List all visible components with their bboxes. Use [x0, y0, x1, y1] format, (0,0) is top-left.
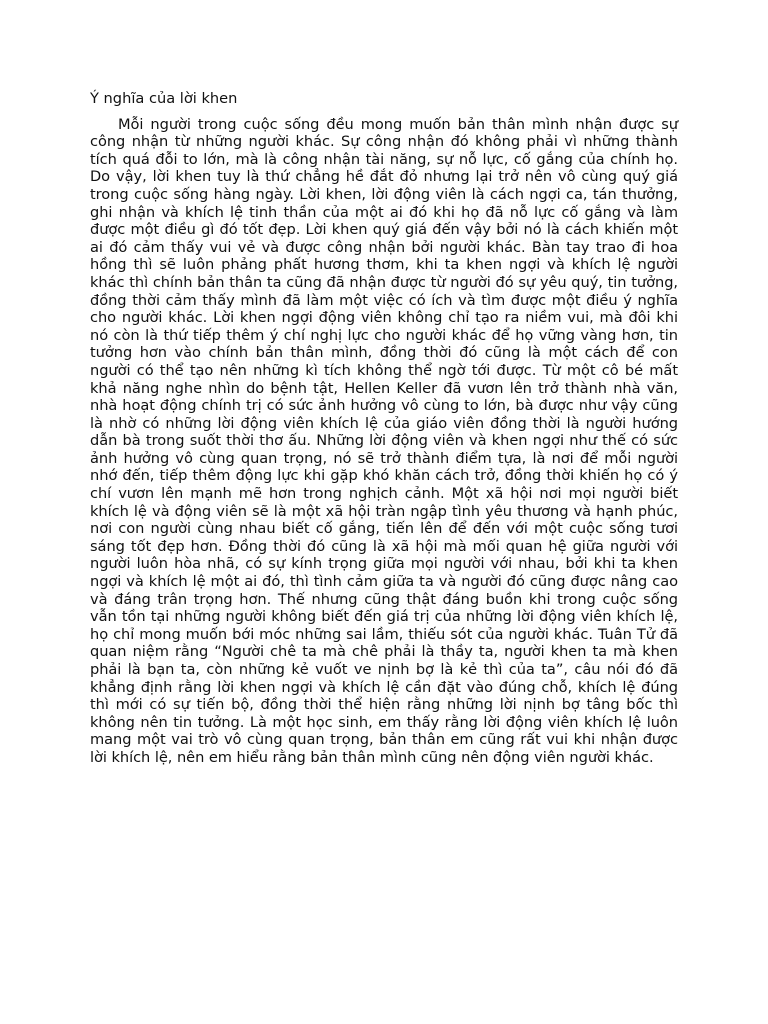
- document-title: Ý nghĩa của lời khen: [90, 90, 238, 107]
- document-page: [90, 90, 678, 767]
- body-paragraph: Mỗi người trong cuộc sống đều mong muốn bản thân mình nhận được sự công nhận từ những người khác. Sự công nhận đó không phải vì những thành tích quá đỗi to lớn, mà là công nhận tài năng, sự nỗ lực, cố gắng của chính họ. Do vậy, lời khen tuy là thứ chẳng hề đắt đỏ nhưng lại trở nên vô cùng quý giá trong cuộc sống hàng ngày. Lời khen, lời động viên là cách ngợi ca, tán thưởng, ghi nhận và khích lệ tinh thần của một ai đó khi họ đã nỗ lực cố gắng và làm được một điều gì đó tốt đẹp. Lời khen quý giá đến vậy bởi nó là cách khiến một ai đó cảm thấy vui vẻ và được công nhận bởi người khác. Bàn tay trao đi hoa hồng thì sẽ luôn phảng phất hương thơm, khi ta khen ngợi và khích lệ người khác thì chính bản thân ta cũng đã nhận được từ người đó sự yêu quý, tin tưởng, đồng thời cảm thấy mình đã làm một việc có ích và tìm được một điều ý nghĩa cho người khác. Lời khen ngợi động viên không chỉ tạo ra niềm vui, mà đôi khi nó còn là thứ tiếp thêm ý chí nghị lực cho người khác để họ vững vàng hơn, tin tưởng hơn vào chính bản thân mình, đồng thời đó cũng là một cách để con người có thể tạo nên những kì tích không thể ngờ tới được. Từ một cô bé mất khả năng nghe nhìn do bệnh tật, Hellen Keller đã vươn lên trở thành nhà văn, nhà hoạt động chính trị có sức ảnh hưởng vô cùng to lớn, bà được như vậy cũng là nhờ có những lời động viên khích lệ của giáo viên đồng thời là người hướng dẫn bà trong suốt thời thơ ấu. Những lời động viên và khen ngợi như thế có sức ảnh hưởng vô cùng quan trọng, nó sẽ trở thành điểm tựa, là nơi để mỗi người nhớ đến, tiếp thêm động lực khi gặp khó khăn cách trở, đồng thời khiến họ có ý chí vươn lên mạnh mẽ hơn trong nghịch cảnh. Một xã hội nơi mọi người biết khích lệ và động viên sẽ là một xã hội tràn ngập tình yêu thương và hạnh phúc, nơi con người cùng nhau biết cố gắng, tiến lên để đến với một cuộc sống tươi sáng tốt đẹp hơn. Đồng thời đó cũng là xã hội mà mối quan hệ giữa người với người luôn hòa nhã, có sự kính trọng giữa mọi người với nhau, bởi khi ta khen ngợi và khích lệ một ai đó, thì tình cảm giữa ta và người đó cũng được nâng cao và đáng trân trọng hơn. Thế nhưng cũng thật đáng buồn khi trong cuộc sống vẫn tồn tại những người không biết đến giá trị của những lời động viên khích lệ, họ chỉ mong muốn bới móc những sai lầm, thiếu sót của người khác. Tuân Tử đã quan niệm rằng “Người chê ta mà chê phải là thầy ta, người khen ta mà khen phải là bạn ta, còn những kẻ vuốt ve nịnh bợ là kẻ thì của ta”, câu nói đó đã khẳng định rằng lời khen ngợi và khích lệ cần đặt vào đúng chỗ, khích lệ đúng thì mới có sự tiến bộ, đồng thời thể hiện rằng những lời nịnh bợ tâng bốc thì không nên tin tưởng. Là một học sinh, em thấy rằng lời động viên khích lệ luôn mang một vai trò vô cùng quan trọng, bản thân em cũng rất vui khi nhận được lời khích lệ, nên em hiểu rằng bản thân mình cũng nên động viên người khác.: [90, 115, 678, 766]
